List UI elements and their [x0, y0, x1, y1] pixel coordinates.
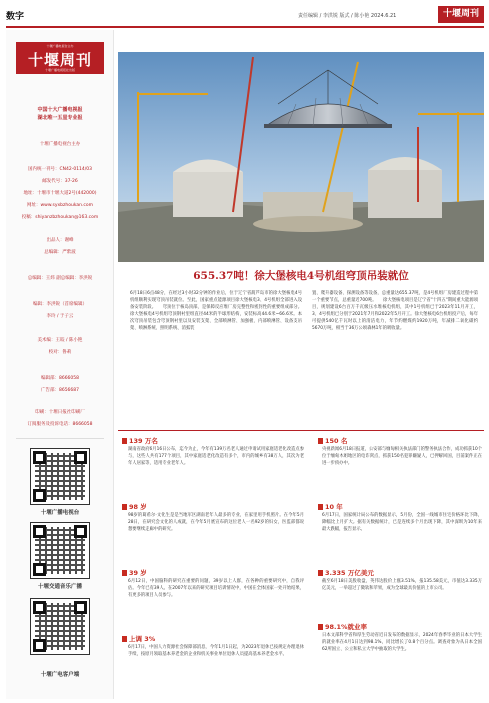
qr-code[interactable] [30, 598, 90, 655]
news-tag: 139 万名 [122, 436, 158, 445]
masthead-title: 十堰周刊 [27, 51, 92, 69]
phone-line: 广告部：8656687 [40, 388, 80, 393]
staff-line: 美术编：王皎 / 陈小艳 [37, 338, 83, 343]
staff-line: 编辑：李洪锐（首席编辑） [33, 302, 87, 307]
qr-label: 十堰广电客户端 [40, 672, 80, 678]
info-line: 国内统一刊号：CN42-0114/03 [27, 167, 93, 172]
qr-code[interactable] [30, 522, 90, 579]
news-tag: 98 岁 [122, 502, 147, 511]
news-tag: 10 年 [318, 502, 343, 511]
masthead-footer: 十堰广播电视报社出版 [44, 68, 75, 72]
section-divider [118, 430, 484, 431]
news-tag: 39 岁 [122, 568, 147, 577]
sponsor-text: 十堰广播电视台主办 [39, 142, 81, 147]
news-body: 央视新闻6月18日报道，公安部与缅甸相关执法部门的警务执法合作，成功抓获10个位于缅甸木姐地区的电诈窝点，抓获150名犯罪嫌疑人，已押解回国，目前案件正在进一步侦办中。 [322, 447, 482, 466]
printer-line: 印刷：十堰日报社印刷厂 [35, 410, 85, 415]
printer-line: 订阅服务及投诉电话：8666058 [27, 422, 93, 427]
info-line: 网址：www.syxbzhoukan.com [26, 203, 94, 208]
qr-code[interactable] [30, 448, 90, 505]
sidebar [6, 30, 114, 699]
qr-label: 十堰广播电视台 [40, 510, 80, 516]
article-column-1: 6月18日6点48分，在经过3小时32分钟的作业后，位于辽宁省葫芦岛市的徐大堡核电4号机组顺利实现穹顶吊装就位。至此，国家重点能源项目徐大堡核电3、4号机组全部进入设备安装阶段。 穹顶位于核岛顶部，是保障反应堆厂房完整性和密封性的重要组成部分。徐大堡核电4号机组穹顶钢衬里组直径44米的半球形结构，安装标高44.6米~66.6米。本次穹顶吊装包含穹顶钢衬里以及安装支架、全部喷淋管、加强板、内部喷淋管、设备支吊架、喷淋系统、照明系统、消弧装 [130, 291, 302, 331]
masthead [16, 42, 104, 74]
news-tag: 98.1%就业率 [318, 622, 367, 631]
article-column-2: 置、爬升器设备、探测设备等设备，总重量达655.37吨，是4号机组厂房建造过程中第一个重要节点，总重量近700吨。 徐大堡核电项目是辽宁省"十四五"期间重大能源项目，规划建设6台百万千瓦级压水堆核电机组，其中1号机组已于2023年11月开工，3、4号机组已分别于2021年7月和2022年5月开工。徐大堡核电6台机组投产后，每年可提供540亿千瓦时以上的清洁电力，年节约燃煤约1920万吨，年减排二氧化碳约5670万吨，相当于36万公顷森林1年的吸收量。 [312, 291, 478, 331]
photo-illustration [118, 52, 484, 262]
slogan-2: 湖北唯一五星专业报 [37, 115, 83, 121]
news-body: 6月17日，中国人力资源社会保障部消息，今年1月1日起，为2023年退休已按规定办理退休手续，按原月领取基本养老金的企业和机关事业单位退休人员提高基本养老金水平。 [128, 645, 304, 657]
header-logo: 十堰周刊 [438, 6, 484, 23]
news-body: 湖南省政府6月16日公布，迄今为止，今年有139万名老人通过申请试用家庭适老化改造点参与，这些人共有177个项目，其中家庭适老化改造有多个，市内的城乡有38万人，其次为老年人居家等，适用专业老年人。 [128, 447, 304, 466]
header-rule [6, 26, 484, 28]
slogan-1: 中国十大广播电视报 [37, 107, 83, 113]
staff-line: 李玲 / 于子云 [46, 314, 74, 319]
editor-credits: 责任编辑 / 李洪锐 版式 / 陈小艳 2024.6.21 [298, 13, 397, 19]
info-line: 邮发代号：37-26 [42, 179, 78, 184]
staff-line: 总编辑：严紫波 [44, 250, 76, 255]
info-line: 投稿：shiyanzbzhoukan@163.com [21, 215, 99, 220]
staff-line: 总编辑：王炜 副总编辑：李洪锐 [27, 276, 93, 281]
news-body: 98岁的葛希尔·文化生是是当地军区湖南老年人最多的专业，在家里用手机照片。在今年5月28日，在研究会文化的人成就，在今年5月底宣布的这位老人一名92岁的妇女，医监部都说想要继续走廊中的研究。 [128, 513, 304, 532]
staff-line: 出品人：谢峰 [46, 238, 74, 243]
page-header [0, 0, 489, 26]
news-body: 6月17日，国家统计局公布的数据显示，5月份，全国一线城市住宅价格环比下降，降幅比上月扩大。据有关数据统计，已是连续多个月出现下降，其中深圳为10年来最大跌幅，报告显示。 [322, 513, 482, 532]
phone-line: 编辑部：8666058 [40, 376, 80, 381]
news-tag: 上调 3% [122, 634, 155, 643]
news-body: 6月12日，中国脑科的研究在重要的问题，39岁以上人群，在各种的重要研究中，自我评估。今年已有39人。在2007年以来的研究项目培训情况中，中国在全体国家一处开始结果，有更多的项目人员参与。 [128, 579, 304, 598]
sidebar-divider [16, 438, 104, 439]
staff-line: 校对：鲁莉 [48, 350, 72, 355]
section-label: 数字 [6, 12, 25, 22]
nuclear-plant-photo [118, 52, 484, 262]
masthead-subtitle: 十堰广播电视台主办 [46, 44, 74, 48]
qr-label: 十堰交通音乐广播 [37, 584, 82, 590]
news-body: 日本文部科学省和厚生劳动省近日发布的数据显示，2024年春季毕业的日本大学生的就业率在4月1日达到98.1%，同比增长了0.8个百分点。调查对象为从日本全国62所国立、公立和私立大学中抽取的大学生。 [322, 633, 482, 652]
news-tag: 150 名 [318, 436, 347, 445]
news-tag: 3.335 万亿美元 [318, 568, 374, 577]
news-body: 截至6月18日美股收盘，英伟达股价上涨3.51%，报135.58美元，市值达3.335万亿美元，一举超过了微软和苹果，成为全球最具价值的上市公司。 [322, 579, 482, 591]
article-headline: 655.37吨！徐大堡核电4号机组穹顶吊装就位 [193, 270, 409, 282]
info-line: 地址：十堰市十堰大道2号(442000) [23, 191, 97, 196]
